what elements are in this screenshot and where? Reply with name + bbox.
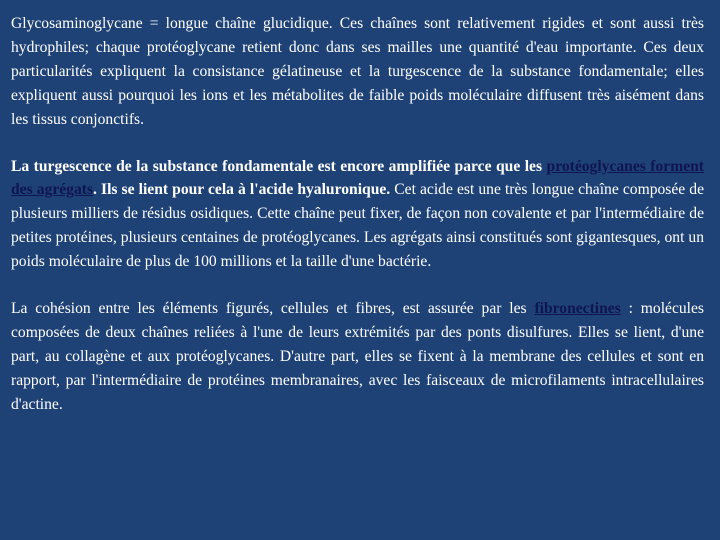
paragraph-cohesion	[11, 297, 704, 417]
paragraph-turgescence	[11, 155, 704, 275]
paragraph-1-text: Glycosaminoglycane = longue chaîne glucidique. Ces chaînes sont relativement rigides et sont aussi très hydrophiles; chaque protéoglycane retient donc dans ses mailles une quantité d'eau importante. Ces deux particularités expliquent la consistance gélatineuse et la turgescence de la substance fondamentale; elles expliquent aussi pourquoi les ions et les métabolites de faible poids moléculaire diffusent très aisément dans les tissus conjonctifs.	[11, 15, 704, 128]
paragraph-2-bold-after-link: . Ils se lient pour cela à l'acide hyaluronique.	[93, 181, 391, 199]
document-page	[11, 12, 704, 417]
paragraph-3-text: : molécules composées de deux chaînes reliées à l'une de leurs extrémités par des ponts disulfures. Elles se lient, d'une part, au collagène et aux protéoglycanes. D'autre part, elles se fixent à la membrane des cellules et sont en rapport, par l'intermédiaire de protéines membranaires, avec les faisceaux de microfilaments intracellulaires d'actine.	[11, 300, 704, 413]
paragraph-glycosaminoglycane	[11, 12, 704, 132]
link-proteoglycanes-agregats[interactable]: protéoglycanes forment des agrégats	[11, 157, 704, 199]
paragraph-2-bold-intro: La turgescence de la substance fondamentale est encore amplifiée parce que les	[11, 157, 547, 175]
paragraph-3-intro: La cohésion entre les éléments figurés, cellules et fibres, est assurée par les	[11, 300, 535, 318]
link-fibronectines[interactable]: fibronectines	[534, 300, 621, 318]
paragraph-2-text: Cet acide est une très longue chaîne composée de plusieurs milliers de résidus osidiques. Cette chaîne peut fixer, de façon non covalente et par l'intermédiaire de petites protéines, plusieurs centaines de protéoglycanes. Les agrégats ainsi constitués sont gigantesques, ont un poids moléculaire de plus de 100 millions et la taille d'une bactérie.	[11, 181, 704, 271]
